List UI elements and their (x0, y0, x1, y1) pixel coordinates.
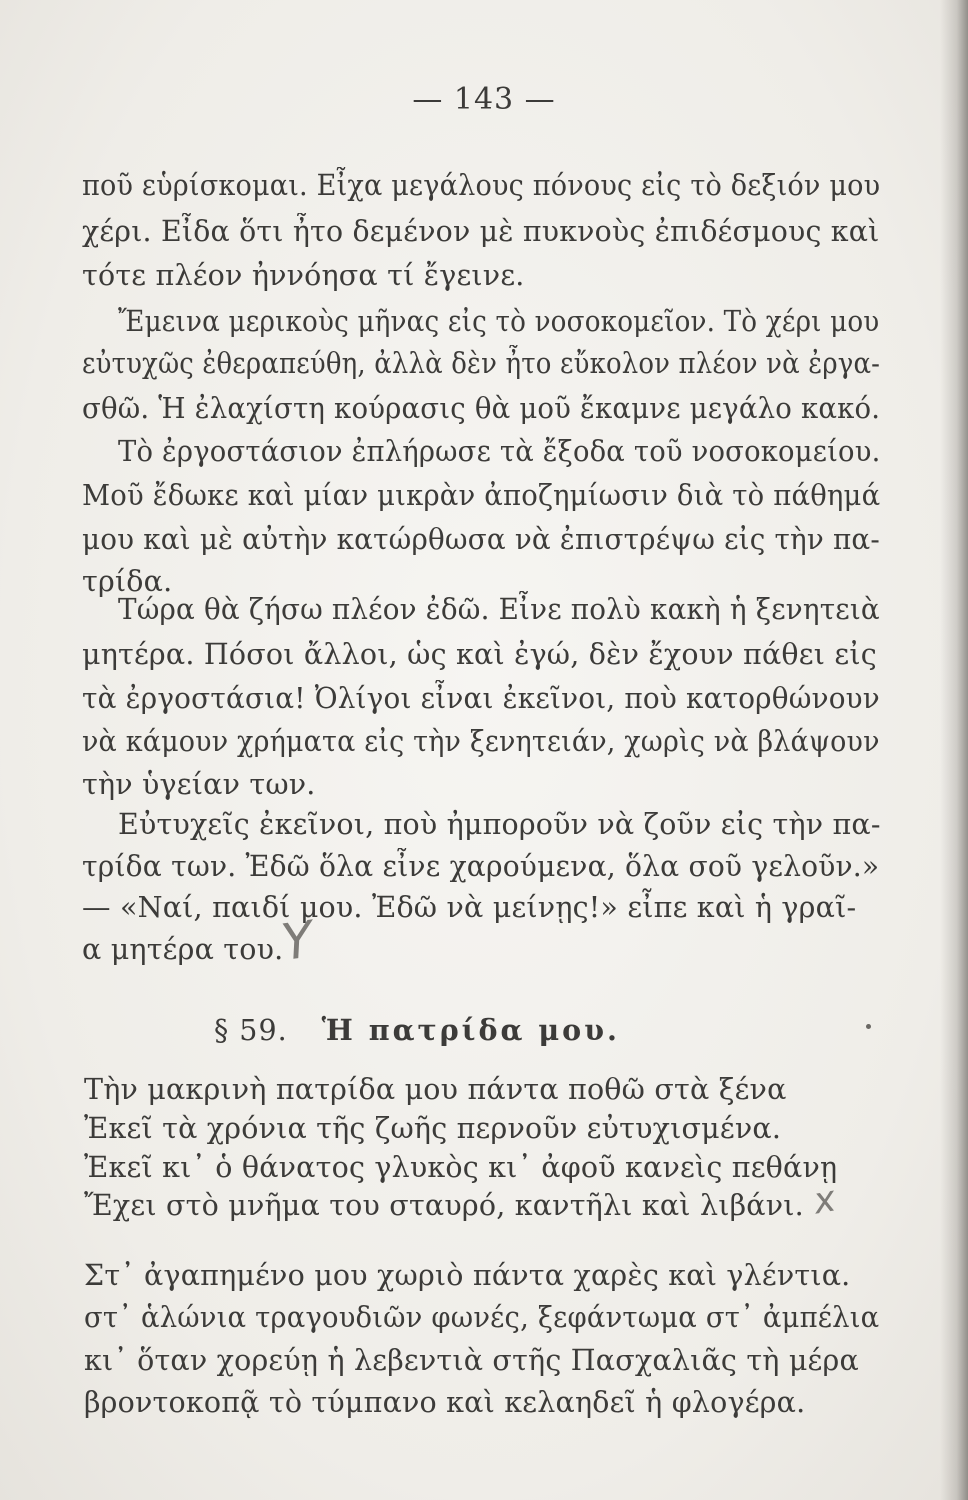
prose-line: μητέρα. Πόσοι ἄλλοι, ὡς καὶ ἐγώ, δὲν ἔχουν πάθει εἰς (82, 638, 877, 671)
prose-line: τότε πλέον ἠννόησα τί ἔγεινε. (82, 259, 525, 292)
prose-line: μου καὶ μὲ αὐτὴν κατώρθωσα νὰ ἐπιστρέψω εἰς τὴν πα- (82, 523, 880, 556)
poem-line: στ᾽ ἁλώνια τραγουδιῶν φωνές, ξεφάντωμα στ᾽ ἀμπέλια (84, 1301, 880, 1334)
prose-line: Τὸ ἐργοστάσιον ἐπλήρωσε τὰ ἔξοδα τοῦ νοσοκομείου. (118, 435, 881, 468)
ink-dot (866, 1024, 871, 1029)
prose-line: χέρι. Εἶδα ὅτι ἦτο δεμένον μὲ πυκνοὺς ἐπιδέσμους καὶ (82, 215, 880, 248)
section-title: Ἡ πατρίδα μου. (321, 1013, 620, 1047)
prose-line: α μητέρα του. (82, 933, 284, 966)
prose-line: Τώρα θὰ ζήσω πλέον ἐδῶ. Εἶνε πολὺ κακὴ ἡ ξενητειὰ (118, 593, 880, 626)
section-number: § 59. (214, 1014, 288, 1047)
prose-line: νὰ κάμουν χρήματα εἰς τὴν ξενητειάν, χωρὶς νὰ βλάψουν (82, 725, 880, 758)
poem-line: βροντοκοπᾷ τὸ τύμπανο καὶ κελαηδεῖ ἡ φλογέρα. (84, 1386, 806, 1419)
poem-line: Τὴν μακρινὴ πατρίδα μου πάντα ποθῶ στὰ ξένα (84, 1073, 787, 1106)
prose-line: Ἔμεινα μερικοὺς μῆνας εἰς τὸ νοσοκομεῖον. Τὸ χέρι μου (118, 305, 880, 338)
prose-line: — «Ναί, παιδί μου. Ἐδῶ νὰ μείνῃς!» εἶπε καὶ ἡ γραῖ- (82, 891, 857, 924)
prose-line: τρίδα. (82, 565, 173, 598)
pencil-mark: x (810, 1178, 839, 1223)
poem-line: Ἔχει στὸ μνῆμα του σταυρό, καντῆλι καὶ λιβάνι. (84, 1189, 804, 1222)
poem-line: Ἐκεῖ τὰ χρόνια τῆς ζωῆς περνοῦν εὐτυχισμένα. (84, 1112, 782, 1145)
prose-line: τρίδα των. Ἐδῶ ὅλα εἶνε χαρούμενα, ὅλα σοῦ γελοῦν.» (82, 850, 880, 883)
page-edge-shadow (940, 0, 968, 1500)
prose-line: εὐτυχῶς ἐθεραπεύθη, ἀλλὰ δὲν ἦτο εὔκολον πλέον νὰ ἐργα- (82, 347, 881, 380)
prose-line: τὴν ὑγείαν των. (82, 768, 316, 801)
pencil-mark: Y (278, 910, 317, 972)
prose-line: τὰ ἐργοστάσια! Ὀλίγοι εἶναι ἐκεῖνοι, ποὺ κατορθώνουν (82, 682, 880, 715)
section-heading (214, 1010, 620, 1051)
prose-line: Εὐτυχεῖς ἐκεῖνοι, ποὺ ἠμποροῦν νὰ ζοῦν εἰς τὴν πα- (118, 808, 881, 841)
poem-line: Στ᾽ ἀγαπημένο μου χωριὸ πάντα χαρὲς καὶ γλέντια. (84, 1259, 851, 1292)
prose-line: σθῶ. Ἡ ἐλαχίστη κούρασις θὰ μοῦ ἔκαμνε μεγάλο κακό. (82, 392, 881, 425)
page-number: — 143 — (412, 82, 556, 117)
poem-line: Ἐκεῖ κι᾽ ὁ θάνατος γλυκὸς κι᾽ ἀφοῦ κανεὶς πεθάνῃ (84, 1151, 838, 1184)
prose-line: ποῦ εὑρίσκομαι. Εἶχα μεγάλους πόνους εἰς τὸ δεξιόν μου (82, 169, 881, 202)
poem-line: κι᾽ ὅταν χορεύῃ ἡ λεβεντιὰ στῆς Πασχαλιᾶς τὴ μέρα (84, 1344, 859, 1377)
prose-line: Μοῦ ἔδωκε καὶ μίαν μικρὰν ἀποζημίωσιν διὰ τὸ πάθημά (82, 479, 881, 512)
